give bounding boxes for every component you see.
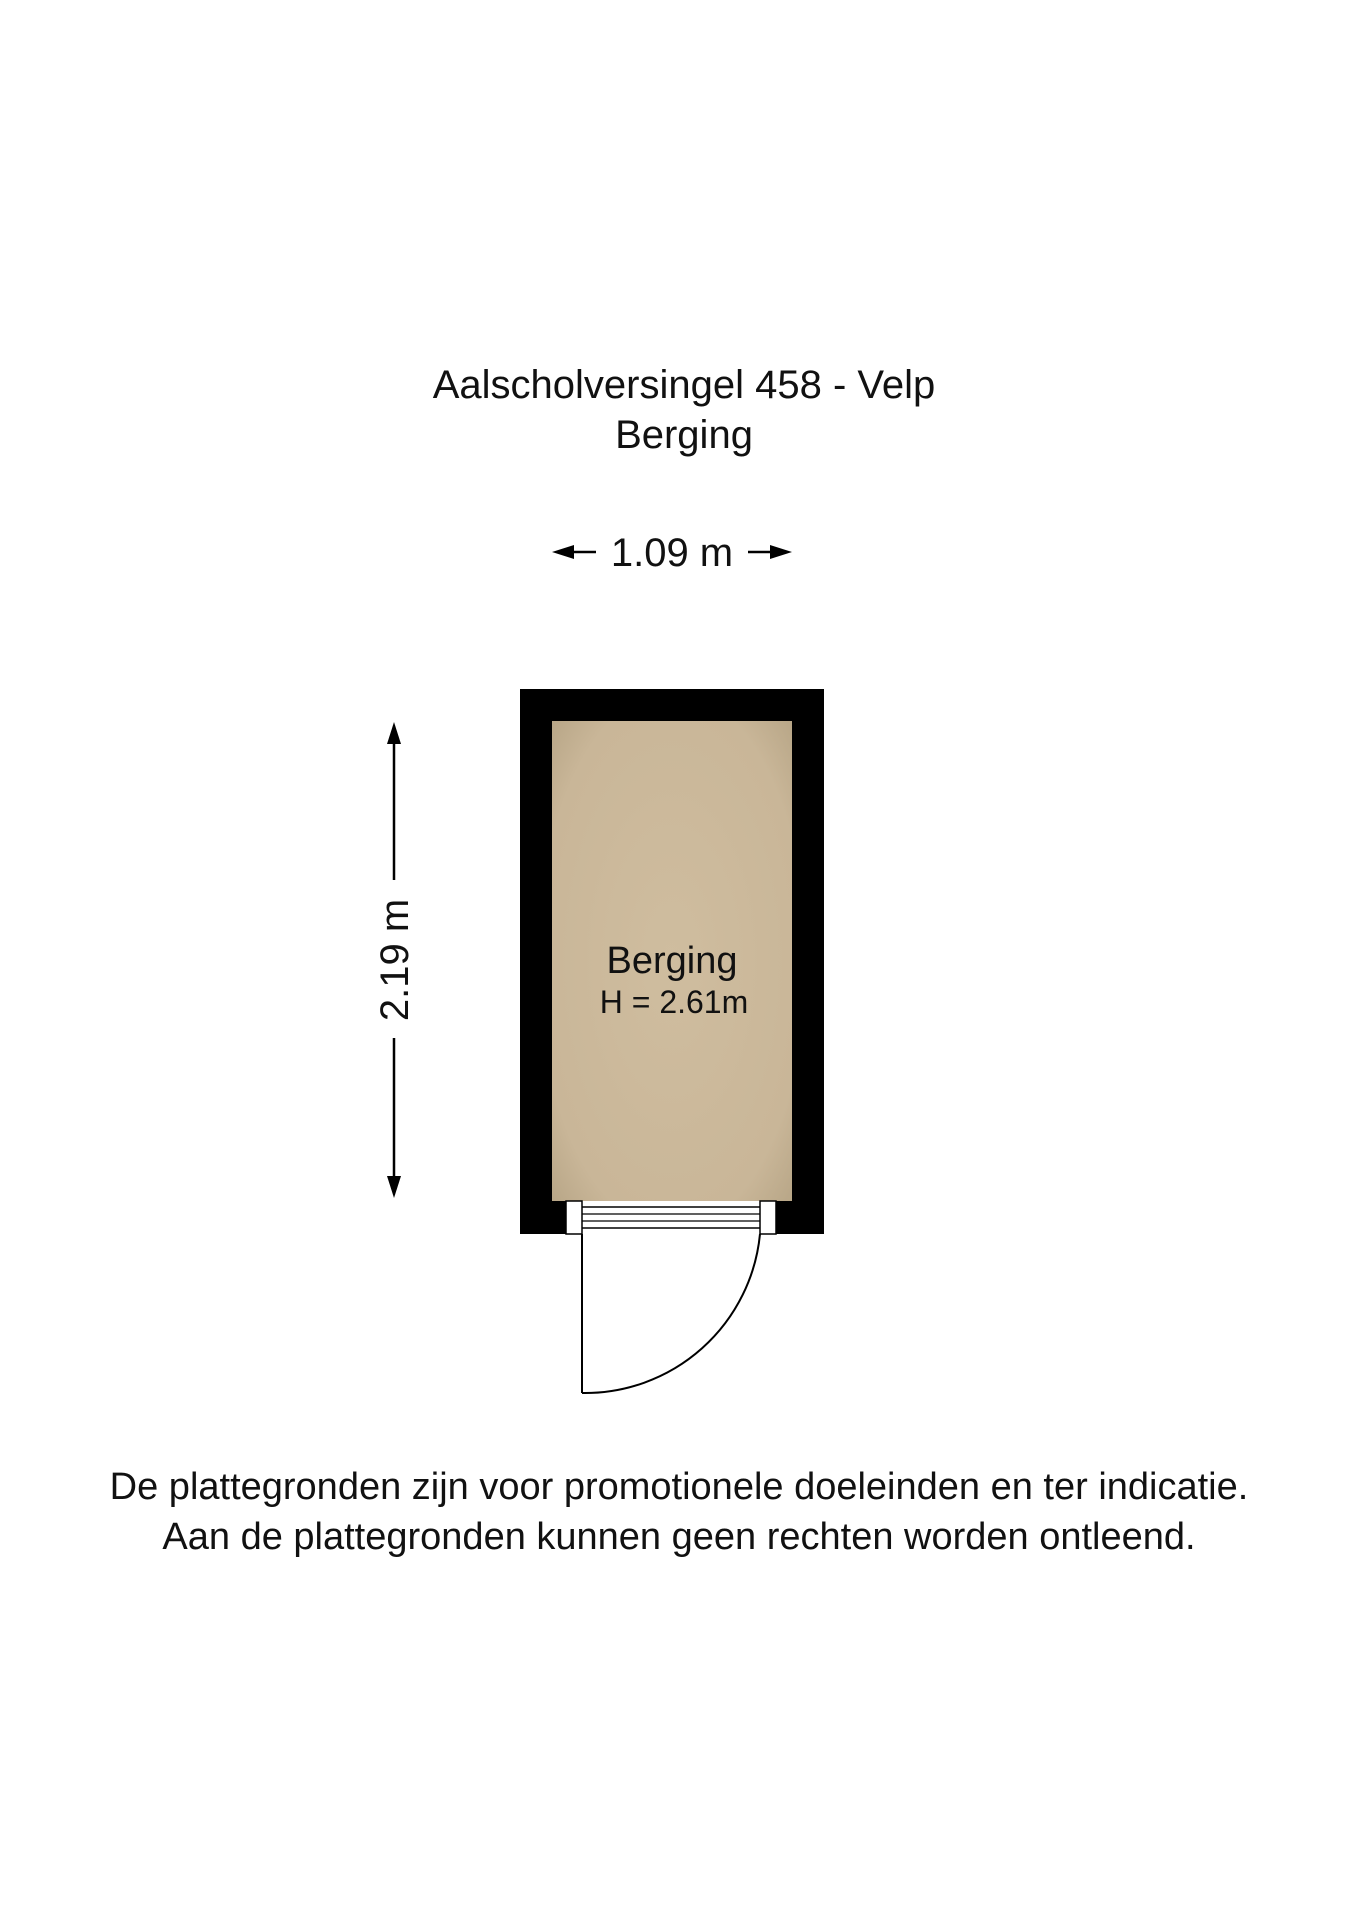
width-arrow-left-head bbox=[552, 545, 574, 559]
width-dimension bbox=[552, 531, 792, 575]
floor-title: Berging bbox=[615, 413, 753, 457]
depth-arrow-bottom-head bbox=[387, 1176, 401, 1198]
disclaimer bbox=[0, 1462, 1358, 1562]
disclaimer-line-2: Aan de plattegronden kunnen geen rechten worden ontleend. bbox=[162, 1516, 1196, 1558]
door-opening bbox=[566, 1201, 776, 1235]
disclaimer-line-1: De plattegronden zijn voor promotionele doeleinden en ter indicatie. bbox=[109, 1466, 1249, 1508]
door-frame-left bbox=[566, 1201, 582, 1234]
address-title: Aalscholversingel 458 - Velp bbox=[432, 363, 936, 407]
width-label: 1.09 m bbox=[610, 531, 734, 575]
room-name: Berging bbox=[606, 940, 738, 982]
depth-arrow-top-head bbox=[387, 722, 401, 744]
width-arrow-right-head bbox=[770, 545, 792, 559]
door-swing-arc bbox=[582, 1234, 760, 1393]
room-height: H = 2.61m bbox=[599, 984, 749, 1020]
depth-dimension bbox=[373, 722, 417, 1198]
door-frame-right bbox=[760, 1201, 776, 1234]
depth-label: 2.19 m bbox=[373, 898, 417, 1022]
